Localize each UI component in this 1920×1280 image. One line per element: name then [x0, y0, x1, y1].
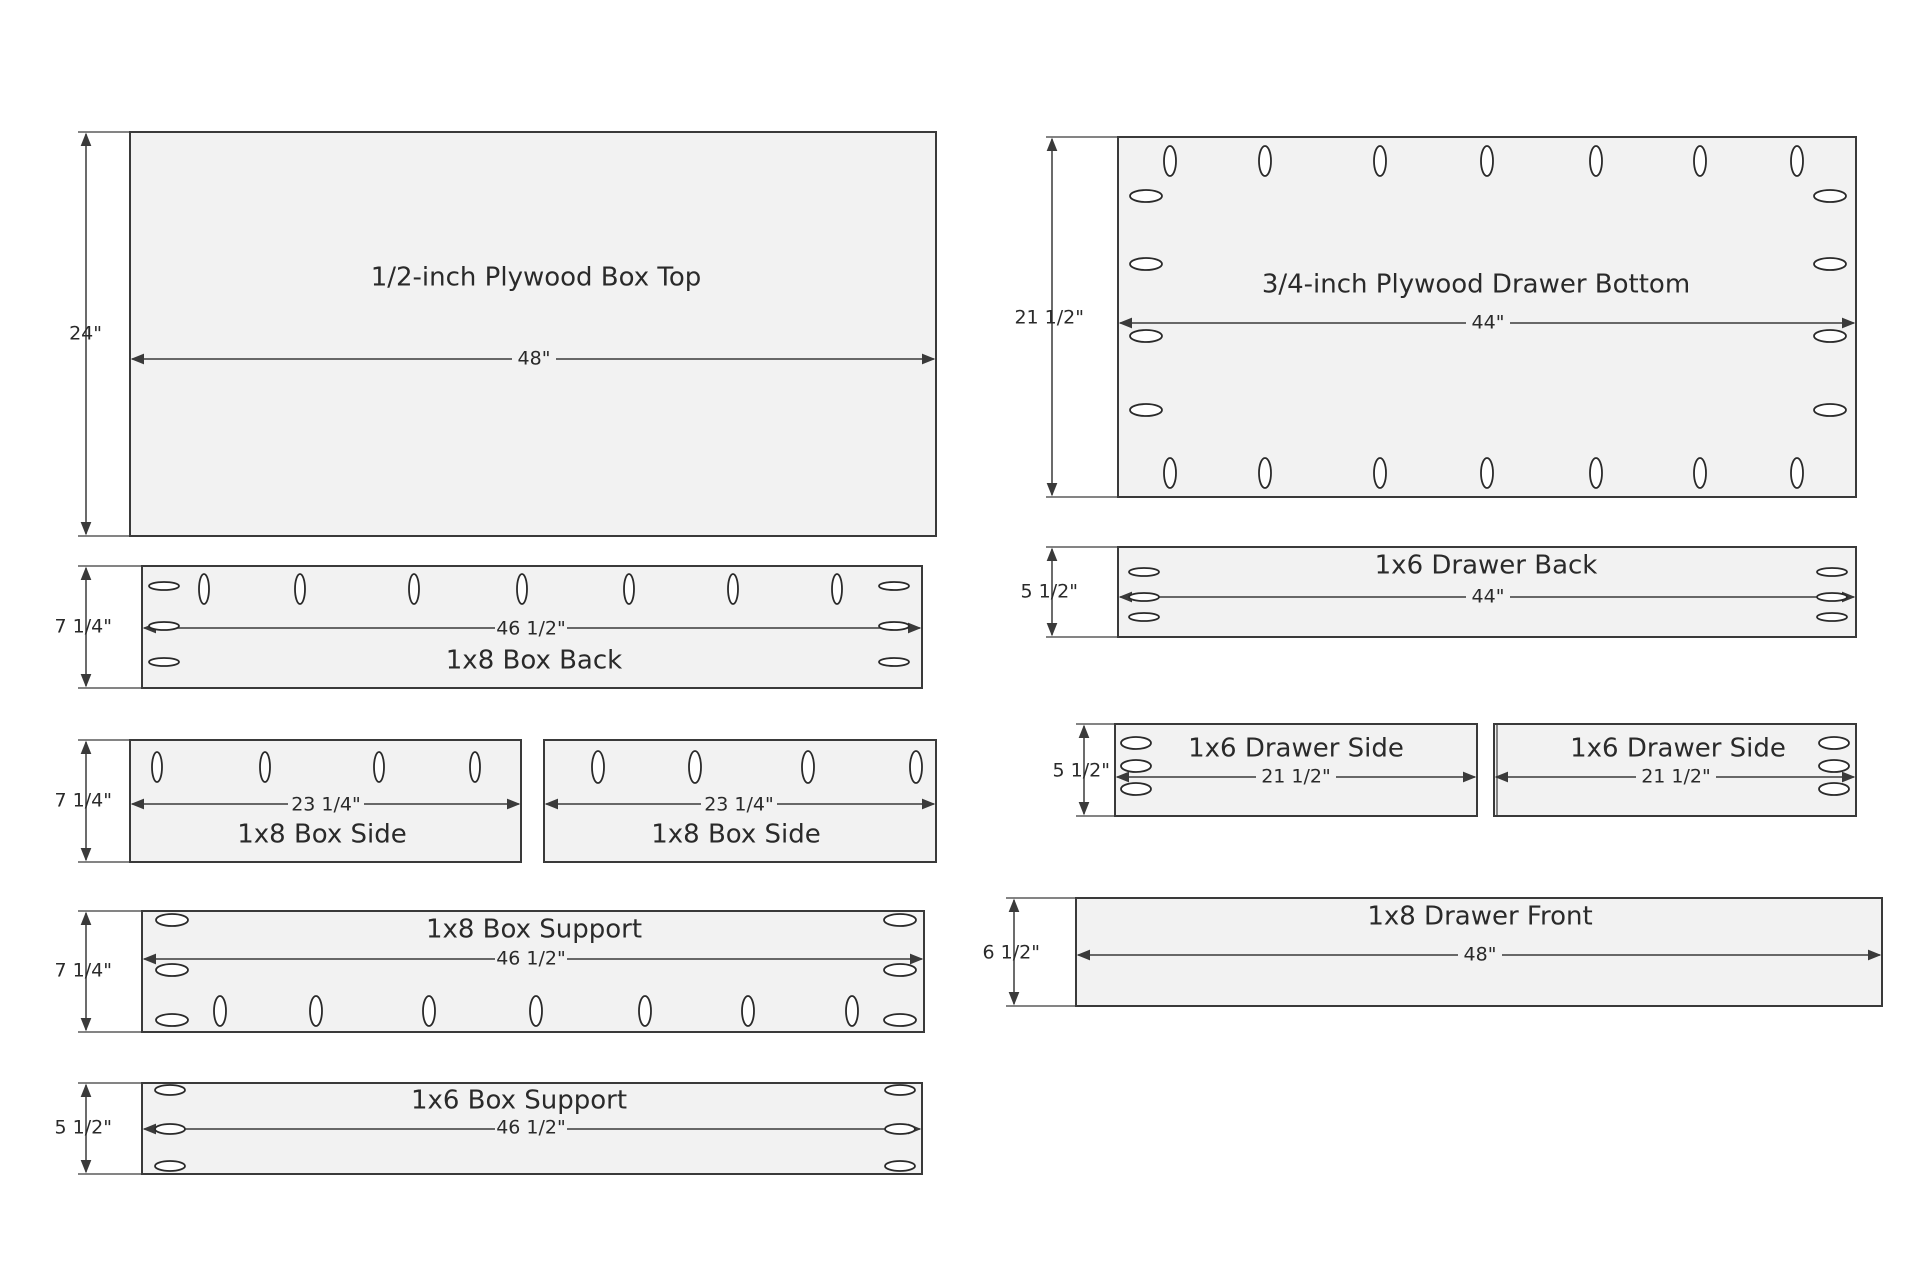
screw-hole [1129, 613, 1159, 621]
box-support-1x8-width-label: 46 1/2" [496, 947, 566, 970]
screw-hole [423, 996, 435, 1026]
box-side-left-title: 1x8 Box Side [237, 819, 407, 850]
screw-hole [1590, 458, 1602, 488]
box-support-1x6-panel [55, 1083, 922, 1174]
screw-hole [1481, 146, 1493, 176]
drawer-bottom-height-label: 21 1/2" [1014, 306, 1084, 329]
drawer-front-title: 1x8 Drawer Front [1367, 901, 1593, 932]
box-top-panel [69, 132, 936, 536]
drawer-back-panel [1021, 547, 1856, 637]
drawer-side-right-screw-holes [1819, 737, 1849, 795]
screw-hole [832, 574, 842, 604]
box-side-right-width-label: 23 1/4" [704, 793, 774, 816]
box-top-width-label: 48" [517, 347, 551, 370]
screw-hole [1819, 783, 1849, 795]
screw-hole [1121, 760, 1151, 772]
drawer-side-right-panel [1494, 724, 1856, 816]
box-top-board [130, 132, 936, 536]
screw-hole [1130, 258, 1162, 270]
screw-hole [1374, 458, 1386, 488]
screw-hole [155, 1085, 185, 1095]
screw-hole [374, 752, 384, 782]
screw-hole [1819, 737, 1849, 749]
box-side-right-title: 1x8 Box Side [651, 819, 821, 850]
drawer-side-left-screw-holes [1121, 737, 1151, 795]
screw-hole [156, 1014, 188, 1026]
box-side-left-panel [55, 740, 521, 862]
box-top-height-label: 24" [69, 322, 102, 345]
drawer-bottom-title: 3/4-inch Plywood Drawer Bottom [1261, 269, 1691, 300]
screw-hole [884, 1014, 916, 1026]
screw-hole [1259, 458, 1271, 488]
drawer-side-left-title: 1x6 Drawer Side [1188, 733, 1404, 764]
drawer-side-height-label: 5 1/2" [1052, 759, 1110, 782]
box-support-1x8-title: 1x8 Box Support [425, 914, 643, 945]
screw-hole [1814, 404, 1846, 416]
screw-hole [152, 752, 162, 782]
screw-hole [885, 1124, 915, 1134]
screw-hole [295, 574, 305, 604]
screw-hole [1791, 146, 1803, 176]
drawer-side-left-width-label: 21 1/2" [1261, 765, 1331, 788]
screw-hole [1164, 458, 1176, 488]
screw-hole [884, 964, 916, 976]
box-back-title: 1x8 Box Back [445, 645, 623, 676]
screw-hole [1129, 568, 1159, 576]
box-back-panel [55, 566, 922, 688]
screw-hole [517, 574, 527, 604]
box-back-height-label: 7 1/4" [54, 615, 112, 638]
box-support-1x8-height-label: 7 1/4" [54, 959, 112, 982]
box-back-width-label: 46 1/2" [496, 617, 566, 640]
screw-hole [156, 964, 188, 976]
screw-hole [149, 622, 179, 630]
screw-hole [1121, 783, 1151, 795]
box-support-1x6-title: 1x6 Box Support [410, 1085, 628, 1116]
screw-hole [1259, 146, 1271, 176]
screw-hole [260, 752, 270, 782]
screw-hole [879, 622, 909, 630]
screw-hole [1129, 593, 1159, 601]
screw-hole [885, 1085, 915, 1095]
drawer-back-height-label: 5 1/2" [1020, 580, 1078, 603]
screw-hole [155, 1161, 185, 1171]
screw-hole [879, 658, 909, 666]
screw-hole [1814, 330, 1846, 342]
drawer-front-height-label: 6 1/2" [982, 941, 1040, 964]
drawer-front-width-label: 48" [1463, 943, 1497, 966]
drawer-side-right-title: 1x6 Drawer Side [1570, 733, 1786, 764]
screw-hole [689, 751, 701, 783]
drawer-front-panel [983, 898, 1882, 1006]
screw-hole [530, 996, 542, 1026]
screw-hole [910, 751, 922, 783]
screw-hole [639, 996, 651, 1026]
drawer-side-right-width-label: 21 1/2" [1641, 765, 1711, 788]
drawer-bottom-panel [1014, 137, 1856, 497]
screw-hole [199, 574, 209, 604]
screw-hole [884, 914, 916, 926]
screw-hole [1121, 737, 1151, 749]
screw-hole [592, 751, 604, 783]
box-side-right-panel [544, 740, 936, 862]
box-side-left-height-label: 7 1/4" [54, 789, 112, 812]
screw-hole [624, 574, 634, 604]
box-support-1x8-panel [55, 911, 924, 1032]
screw-hole [802, 751, 814, 783]
screw-hole [879, 582, 909, 590]
screw-hole [156, 914, 188, 926]
drawer-back-width-label: 44" [1471, 585, 1505, 608]
screw-hole [1694, 458, 1706, 488]
screw-hole [155, 1124, 185, 1134]
box-support-1x6-width-label: 46 1/2" [496, 1116, 566, 1139]
screw-hole [1130, 330, 1162, 342]
screw-hole [728, 574, 738, 604]
drawer-back-title: 1x6 Drawer Back [1374, 550, 1598, 581]
screw-hole [1590, 146, 1602, 176]
screw-hole [149, 658, 179, 666]
screw-hole [214, 996, 226, 1026]
screw-hole [409, 574, 419, 604]
screw-hole [1130, 190, 1162, 202]
screw-hole [1694, 146, 1706, 176]
drawer-side-left-panel [1053, 724, 1477, 816]
screw-hole [1817, 593, 1847, 601]
screw-hole [742, 996, 754, 1026]
screw-hole [310, 996, 322, 1026]
box-top-title: 1/2-inch Plywood Box Top [370, 262, 702, 293]
box-support-1x6-height-label: 5 1/2" [54, 1116, 112, 1139]
screw-hole [1481, 458, 1493, 488]
screw-hole [1814, 258, 1846, 270]
screw-hole [1374, 146, 1386, 176]
screw-hole [885, 1161, 915, 1171]
screw-hole [1817, 613, 1847, 621]
screw-hole [470, 752, 480, 782]
screw-hole [1814, 190, 1846, 202]
drawer-bottom-width-label: 44" [1471, 311, 1505, 334]
screw-hole [149, 582, 179, 590]
screw-hole [1791, 458, 1803, 488]
screw-hole [1164, 146, 1176, 176]
screw-hole [1819, 760, 1849, 772]
box-side-left-width-label: 23 1/4" [291, 793, 361, 816]
screw-hole [1817, 568, 1847, 576]
screw-hole [1130, 404, 1162, 416]
screw-hole [846, 996, 858, 1026]
